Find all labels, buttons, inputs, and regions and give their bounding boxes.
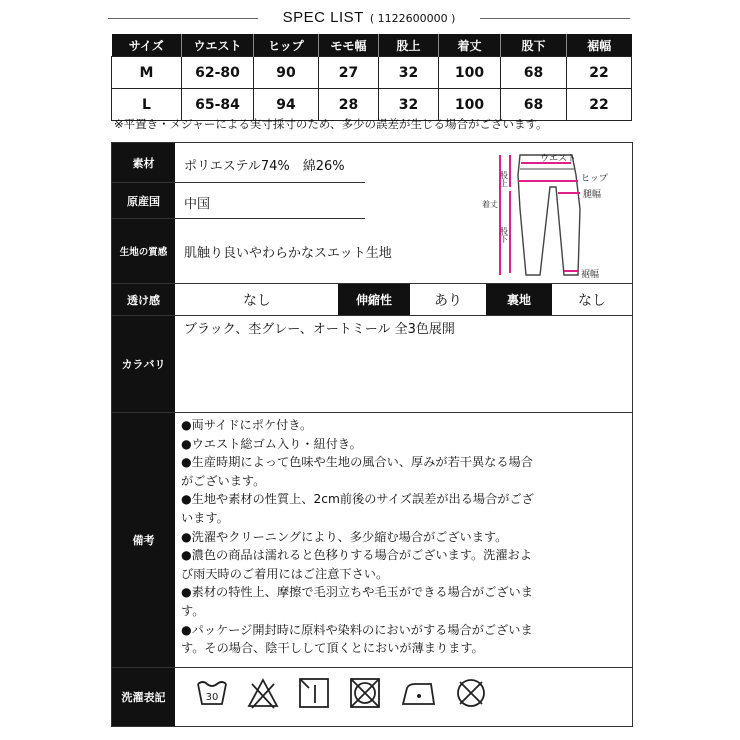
table-cell: 100 [439,89,501,121]
header-length: 着丈 [439,34,501,57]
no-dry-clean-icon [454,676,488,710]
material-label: 素材 [112,143,175,182]
table-cell: 90 [254,57,319,89]
header-waist: ウエスト [182,34,254,57]
note-line: ●両サイドにポケ付き。 [181,418,313,432]
wash-temp-text: 30 [205,692,219,703]
spec-title [258,7,480,26]
table-cell: 68 [501,57,567,89]
row-divider [112,412,632,413]
note-line: ●素材の特性上、摩擦で毛羽立ちや毛玉ができる場合がございま [181,585,533,600]
stretch-value: あり [434,292,462,309]
length-text: 着丈 [482,200,498,209]
note-line: います。 [181,510,229,525]
note-line: す。 [181,603,205,618]
row-divider [112,315,632,316]
iron-low-icon [399,676,437,710]
note-line: ●ウエスト総ゴム入り・紐付き。 [181,436,362,451]
table-cell: 32 [379,57,439,89]
no-tumble-dry-icon [348,676,382,710]
origin-value: 中国 [184,197,211,212]
table-cell: 68 [501,89,567,121]
table-cell: 32 [379,89,439,121]
table-row [112,57,632,89]
note-line: がございます。 [181,473,266,488]
table-cell: 100 [439,57,501,89]
material-value: ポリエステル74% 綿26% [184,159,345,174]
care-label: 洗濯表記 [112,668,175,726]
table-cell: 65-84 [182,89,254,121]
size-table-header [112,34,632,57]
spec-list-title: SPEC LIST [282,9,364,26]
note-line: ●生地や素材の性質上、2cm前後のサイズ誤差が出る場合がござ [181,492,534,507]
notes-list [181,416,626,658]
texture-label: 生地の質感 [112,219,175,283]
texture-value: 肌触り良いやわらかなスエット生地 [184,246,392,261]
table-cell: 62-80 [182,57,254,89]
inseam-text: 股下 [499,227,509,243]
table-cell: 22 [567,57,632,89]
title-rule-right [480,18,630,19]
header-thigh: モモ幅 [319,34,379,57]
table-cell: 22 [567,89,632,121]
row-divider [112,667,632,668]
header-hip: ヒップ [254,34,319,57]
wash-30-icon [195,676,229,710]
title-rule-left [108,18,258,19]
note-line: ●パッケージ開封時に原料や染料のにおいがする場合がございま [181,622,533,637]
thigh-text: 腿幅 [583,190,602,200]
colors-label: カラバリ [112,316,175,412]
header-hem: 裾幅 [567,34,632,57]
note-line: び雨天時のご着用にはご注意下さい。 [181,566,389,581]
size-table [111,34,632,121]
table-cell: 27 [319,57,379,89]
spec-grid [111,142,633,727]
note-line: す。その場合、陰干しして頂くとにおいが薄まります。 [181,641,484,656]
sheer-value: なし [243,292,271,309]
line-dry-shade-icon [297,676,331,710]
size-note: ※平置き・メジャーによる実寸採寸のため、多少の誤差が生じる場合がございます。 [114,117,548,131]
origin-label: 原産国 [112,183,175,218]
lining-value: なし [578,292,606,309]
pants-outline [518,155,580,275]
sheer-label: 透け感 [112,284,175,315]
table-cell: L [112,89,182,121]
table-cell: 28 [319,89,379,121]
header-size: サイズ [112,34,182,57]
header-rise: 股上 [379,34,439,57]
header-inseam: 股下 [501,34,567,57]
no-bleach-icon [246,676,280,710]
rise-text: 股上 [499,171,509,187]
stretch-label: 伸縮性 [338,284,410,315]
product-code: ( 1122600000 ) [369,12,456,25]
note-line: ●生産時期によって色味や生地の風合い、厚みが若干異なる場合 [181,455,533,470]
hip-text: ヒップ [581,174,608,184]
care-icons [195,676,488,714]
pants-measurement-diagram [480,147,625,279]
notes-label: 備考 [112,413,175,667]
waist-text: ウエスト [540,154,577,164]
note-line: ●洗濯やクリーニングにより、多少縮む場合がございます。 [181,529,508,544]
table-cell: M [112,57,182,89]
colors-value: ブラック、杢グレー、オートミール 全3色展開 [184,322,455,337]
note-line: ●濃色の商品は濡れると色移りする場合がございます。洗濯およ [181,548,532,563]
lining-label: 裏地 [486,284,552,315]
table-cell: 94 [254,89,319,121]
hem-text: 裾幅 [581,270,600,279]
